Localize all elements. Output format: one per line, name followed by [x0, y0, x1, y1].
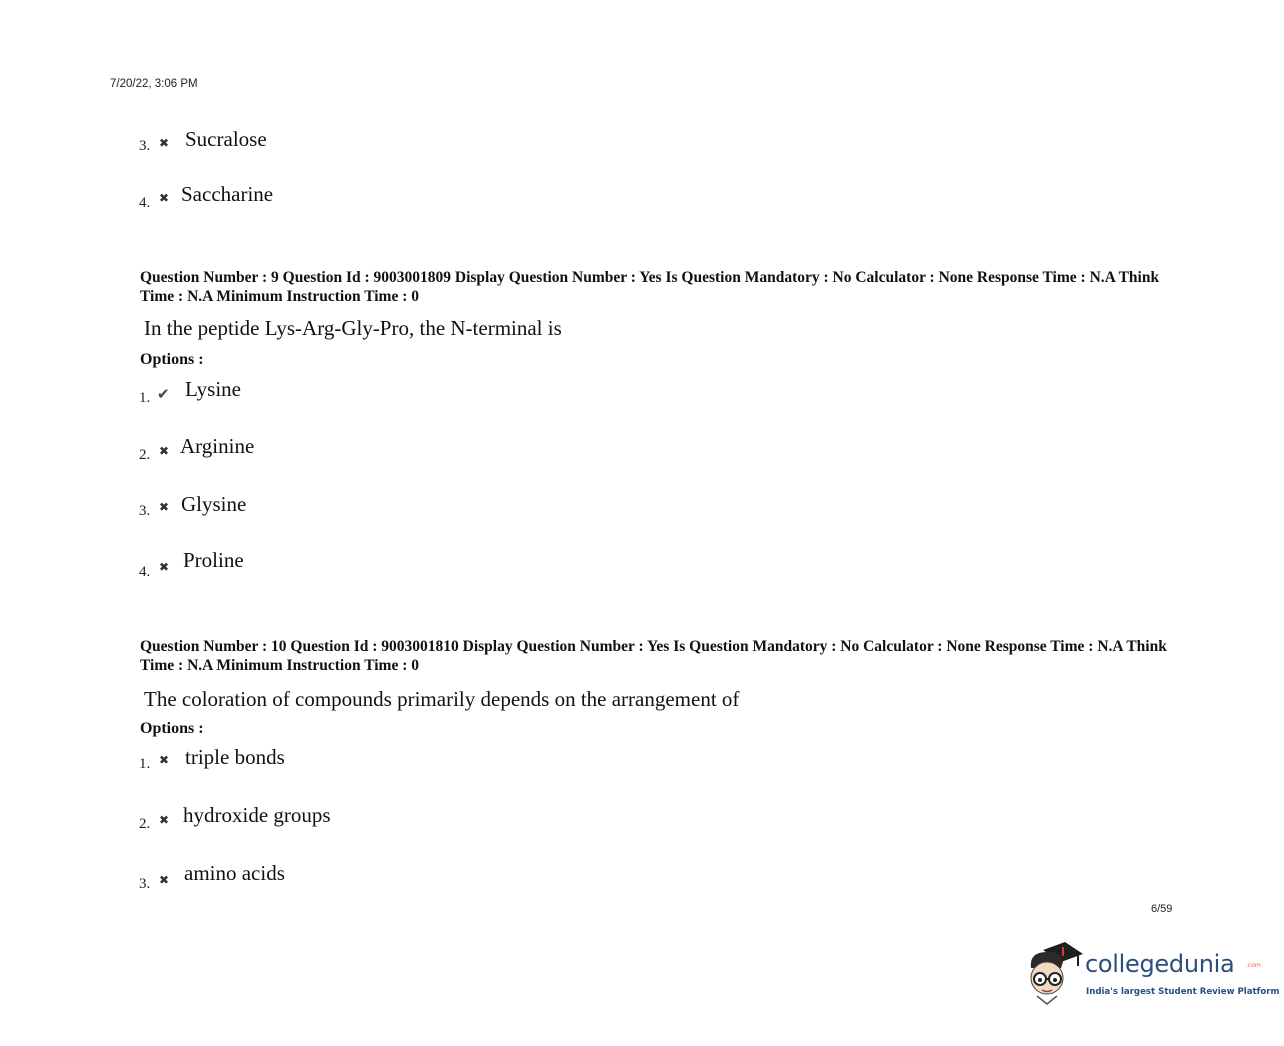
- question-meta: Question Number : 10 Question Id : 9003001810 Display Question Number : Yes Is Question Mandatory : No Calculator : None Response Time : N.A Think Time : N.A Minimum Instruction Time : 0: [140, 638, 1167, 674]
- cross-icon: ✖: [159, 444, 170, 458]
- option-text: Proline: [183, 548, 244, 572]
- option-number: 1.: [139, 390, 151, 406]
- option-text: Arginine: [180, 434, 255, 458]
- page-number: 6/59: [1151, 903, 1173, 915]
- brand-tagline: India's largest Student Review Platform: [1086, 987, 1280, 997]
- option-number: 4.: [139, 195, 151, 211]
- cross-icon: ✖: [159, 191, 170, 205]
- option-number: 2.: [139, 816, 151, 832]
- option-number: 3.: [139, 503, 151, 519]
- option-text: Sucralose: [185, 127, 267, 151]
- cross-icon: ✖: [159, 753, 170, 767]
- brand-suffix: .com: [1246, 962, 1261, 969]
- check-icon: ✔: [157, 385, 170, 403]
- option-number: 3.: [139, 138, 151, 154]
- print-timestamp: 7/20/22, 3:06 PM: [110, 78, 198, 90]
- option-number: 2.: [139, 447, 151, 463]
- question-meta: Question Number : 9 Question Id : 9003001809 Display Question Number : Yes Is Question Mandatory : No Calculator : None Response Time : N.A Think Time : N.A Minimum Instruction Time : 0: [140, 269, 1160, 305]
- option-text: Lysine: [185, 377, 241, 401]
- option-number: 1.: [139, 756, 151, 772]
- question-text: The coloration of compounds primarily depends on the arrangement of: [144, 687, 740, 711]
- student-mascot-icon: [1025, 938, 1087, 1008]
- cross-icon: ✖: [159, 873, 170, 887]
- options-label: Options :: [140, 351, 204, 368]
- brand-name: collegedunia: [1085, 950, 1235, 978]
- option-number: 4.: [139, 564, 151, 580]
- option-text: amino acids: [184, 861, 285, 885]
- option-number: 3.: [139, 876, 151, 892]
- cross-icon: ✖: [159, 136, 170, 150]
- option-text: Saccharine: [181, 182, 274, 206]
- cross-icon: ✖: [159, 813, 170, 827]
- collegedunia-logo: [1025, 938, 1280, 1008]
- options-label: Options :: [140, 720, 204, 737]
- option-text: hydroxide groups: [183, 803, 331, 827]
- option-text: triple bonds: [185, 745, 285, 769]
- cross-icon: ✖: [159, 560, 170, 574]
- cross-icon: ✖: [159, 500, 170, 514]
- option-text: Glysine: [181, 492, 247, 516]
- question-text: In the peptide Lys-Arg-Gly-Pro, the N-terminal is: [144, 316, 562, 340]
